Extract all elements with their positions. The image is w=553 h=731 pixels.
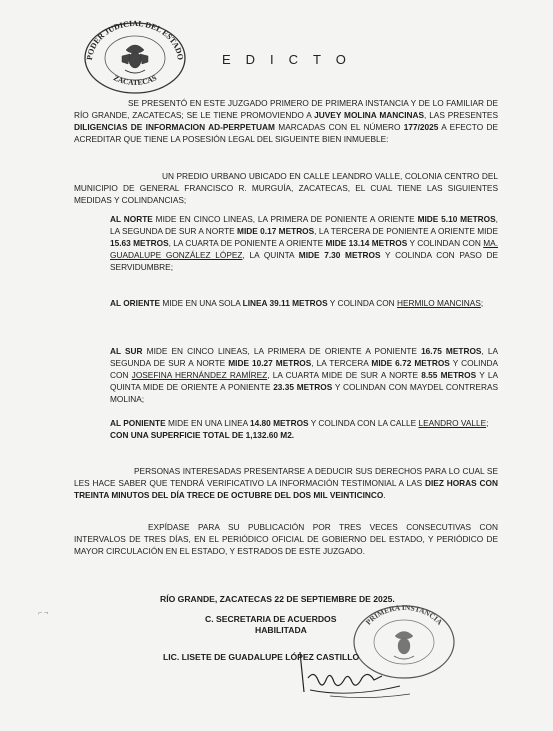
boundary-north: AL NORTE MIDE EN CINCO LINEAS, LA PRIMERA DE PONIENTE A ORIENTE MIDE 5.10 METROS, LA SEGUNDA DE SUR A NORTE MIDE 0.17 METROS, LA TERCERA DE PONIENTE A ORIENTE MIDE 15.63 METROS, LA CUARTA DE PONIENTE A ORIENTE MIDE 13.14 METROS Y COLINDAN CON MA. GUADALUPE GONZÁLEZ LÓPEZ, LA QUINTA MIDE 7.30 METROS Y COLINDA CON PASO DE SERVIDUMBRE;: [110, 214, 499, 272]
intro-paragraph: SE PRESENTÓ EN ESTE JUZGADO PRIMERO DE PRIMERA INSTANCIA Y DE LO FAMILIAR DE RÍO GRANDE, ZACATECAS; SE LE TIENE PROMOVIENDO A JUVEY MOLINA MANCINAS, LAS PRESENTES DILIGENCIAS DE INFORMACION AD-PERPETUAM MARCADAS CON EL NÚMERO 177/2025 A EFECTO DE ACREDITAR QUE TIENE LA POSESIÓN LEGAL DEL SIGUEINTE BIEN INMUEBLE:: [74, 98, 499, 144]
total-surface: CON UNA SUPERFICIE TOTAL DE 1,132.60 M2.: [110, 429, 295, 440]
handwritten-signature: [290, 640, 440, 700]
svg-text:PODER JUDICIAL DEL ESTADO: PODER JUDICIAL DEL ESTADO: [85, 19, 186, 61]
svg-text:PRIMERA INSTANCIA: PRIMERA INSTANCIA: [363, 602, 445, 627]
margin-mark: ⌐ ¬: [38, 610, 49, 617]
property-paragraph: UN PREDIO URBANO UBICADO EN CALLE LEANDRO VALLE, COLONIA CENTRO DEL MUNICIPIO DE GENERAL FRANCISCO R. MURGUÍA, ZACATECAS, EL CUAL TIENE LAS SIGUIENTES MEDIDAS Y COLINDANCIAS;: [74, 171, 498, 205]
eagle-emblem-icon: [122, 45, 148, 73]
case-number: 177/2025: [403, 121, 439, 132]
boundary-west: AL PONIENTE MIDE EN UNA LINEA 14.80 METROS Y COLINDA CON LA CALLE LEANDRO VALLE; CON UNA SUPERFICIE TOTAL DE 1,132.60 M2.: [110, 418, 489, 440]
hearing-date: DIEZ HORAS CON TREINTA MINUTOS DEL DÍA TRECE DE OCTUBRE DEL DOS MIL VEINTICINCO: [74, 477, 498, 500]
page-title: EDICTO: [222, 52, 361, 67]
place-date: RÍO GRANDE, ZACATECAS 22 DE SEPTIEMBRE DE 2025.: [160, 594, 395, 604]
boundary-east: AL ORIENTE MIDE EN UNA SOLA LINEA 39.11 METROS Y COLINDA CON HERMILO MANCINAS;: [110, 298, 484, 308]
neighbor-name: HERMILO MANCINAS: [396, 298, 481, 308]
signer-name: LIC. LISETE DE GUADALUPE LÓPEZ CASTILLO: [163, 652, 360, 662]
proceeding-type: DILIGENCIAS DE INFORMACION AD-PERPETUAM: [74, 121, 275, 132]
hearing-paragraph: PERSONAS INTERESADAS PRESENTARSE A DEDUCIR SUS DERECHOS PARA LO CUAL SE LES HACE SABER QUE TENDRÁ VERIFICATIVO LA INFORMACIÓN TESTIMONIAL A LAS DIEZ HORAS CON TREINTA MINUTOS DEL DÍA TRECE DE OCTUBRE DEL DOS MIL VEINTICINCO.: [74, 466, 498, 500]
neighbor-name: MA. GUADALUPE GONZÁLEZ LÓPEZ: [110, 237, 499, 260]
court-seal-stamp: [78, 16, 192, 94]
boundary-south: AL SUR MIDE EN CINCO LINEAS, LA PRIMERA DE ORIENTE A PONIENTE 16.75 METROS, LA SEGUNDA DE SUR A NORTE MIDE 10.27 METROS, LA TERCERA MIDE 6.72 METROS Y COLINDA CON JOSEFINA HERNÁNDEZ RAMÍREZ, LA CUARTA MIDE DE SUR A NORTE 8.55 METROS Y LA QUINTA MIDE DE ORIENTE A PONIENTE 23.35 METROS Y COLINDAN CON MAYDEL CONTRERAS MOLINA;: [110, 346, 499, 404]
signer-role: C. SECRETARIA DE ACUERDOS: [205, 614, 337, 624]
signer-role-qualifier: HABILITADA: [255, 625, 307, 635]
promoter-name: JUVEY MOLINA MANCINAS: [314, 109, 425, 120]
neighbor-name: JOSEFINA HERNÁNDEZ RAMÍREZ: [131, 369, 268, 380]
svg-text:ZACATECAS: ZACATECAS: [112, 73, 158, 87]
publication-paragraph: EXPÍDASE PARA SU PUBLICACIÓN POR TRES VECES CONSECUTIVAS CON INTERVALOS DE TRES DÍAS, EN EL PERIÓDICO OFICIAL DE GOBIERNO DEL ESTADO, Y PERIÓDICO DE MAYOR CIRCULACIÓN EN EL ESTADO, Y ESTRADOS DE ESTE JUZGADO.: [74, 522, 498, 556]
street-name: LEANDRO VALLE: [418, 418, 487, 428]
